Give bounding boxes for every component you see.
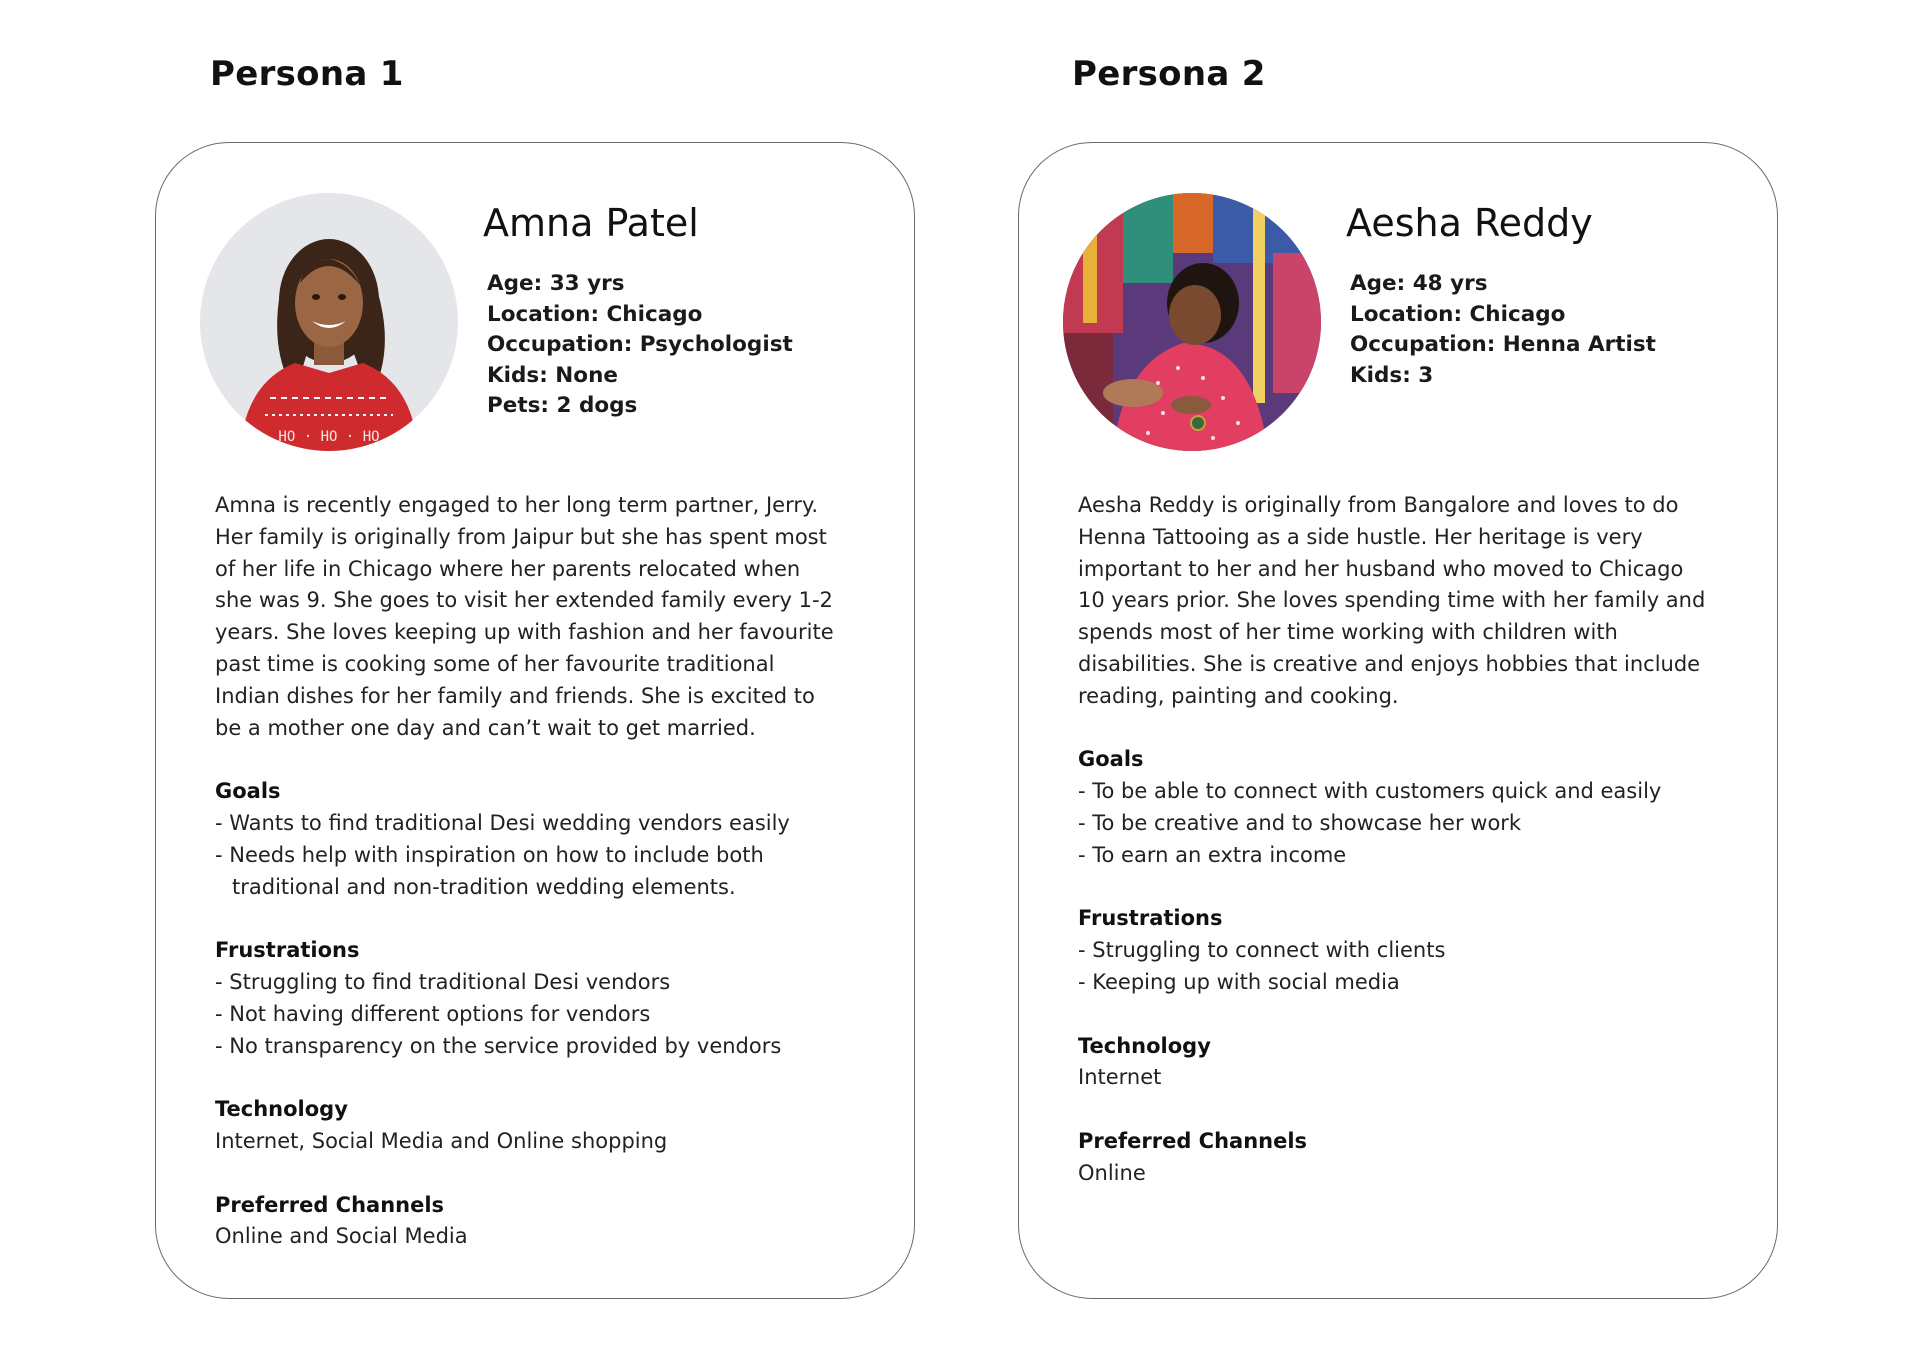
bio-line: Indian dishes for her family and friends. She is excited to xyxy=(215,683,815,708)
bio-line: spends most of her time working with children with xyxy=(1078,620,1618,645)
persona-name: Aesha Reddy xyxy=(1346,201,1593,245)
persona-bio xyxy=(1078,490,1748,713)
bio-line: 10 years prior. She loves spending time with her family and xyxy=(1078,588,1706,613)
bio-line: important to her and her husband who moved to Chicago xyxy=(1078,556,1684,581)
fact-occupation: Occupation: Psychologist xyxy=(487,332,793,357)
technology-value: Internet, Social Media and Online shopping xyxy=(215,1128,668,1153)
frustrations-title: Frustrations xyxy=(1078,906,1223,931)
channels-section xyxy=(1078,1126,1748,1190)
fact-kids: Kids: None xyxy=(487,362,618,388)
goal-item-continued: traditional and non-tradition wedding elements. xyxy=(232,874,736,899)
channels-section xyxy=(215,1190,885,1254)
goal-item: - To be able to connect with customers quick and easily xyxy=(1078,779,1662,804)
bio-line: Aesha Reddy is originally from Bangalore and loves to do xyxy=(1078,493,1679,517)
persona-facts xyxy=(1350,269,1656,391)
frustration-item: - Struggling to connect with clients xyxy=(1078,938,1446,963)
technology-title: Technology xyxy=(215,1097,348,1122)
bio-line: past time is cooking some of her favourite traditional xyxy=(215,651,775,676)
persona-name: Amna Patel xyxy=(483,201,699,245)
bio-line: reading, painting and cooking. xyxy=(1078,683,1399,708)
bio-line: years. She loves keeping up with fashion and her favourite xyxy=(215,620,834,645)
persona-facts xyxy=(487,269,793,422)
persona-card-2 xyxy=(1018,142,1778,1299)
avatar-photo xyxy=(200,193,458,451)
bio-line: Henna Tattooing as a side hustle. Her heritage is very xyxy=(1078,524,1643,549)
frustration-item: - Keeping up with social media xyxy=(1078,969,1400,994)
goals-section xyxy=(215,776,885,903)
henna-artist-portrait-icon xyxy=(1063,193,1321,451)
bio-line: Amna is recently engaged to her long term partner, Jerry. xyxy=(215,493,819,517)
technology-title: Technology xyxy=(1078,1033,1211,1058)
fact-age: Age: 33 yrs xyxy=(487,271,625,296)
goal-item: - Needs help with inspiration on how to include both xyxy=(215,842,764,867)
persona-card-1 xyxy=(155,142,915,1299)
bio-line: Her family is originally from Jaipur but she has spent most xyxy=(215,524,827,549)
channels-value: Online xyxy=(1078,1160,1146,1185)
technology-section xyxy=(1078,1031,1748,1095)
goals-title: Goals xyxy=(1078,747,1144,772)
persona-content xyxy=(215,490,885,1285)
channels-title: Preferred Channels xyxy=(1078,1128,1308,1153)
fact-occupation: Occupation: Henna Artist xyxy=(1350,332,1656,357)
avatar-photo xyxy=(1063,193,1321,451)
frustration-item: - Struggling to find traditional Desi vendors xyxy=(215,969,671,994)
persona-2-heading: Persona 2 xyxy=(1072,54,1266,94)
frustrations-section xyxy=(215,935,885,1062)
persona-content xyxy=(1078,490,1748,1221)
bio-line: she was 9. She goes to visit her extended family every 1-2 xyxy=(215,588,833,613)
persona-1-heading: Persona 1 xyxy=(210,54,404,94)
goals-title: Goals xyxy=(215,779,281,804)
goal-item: - To earn an extra income xyxy=(1078,842,1347,867)
svg-text:HO · HO · HO: HO · HO · HO xyxy=(278,429,380,445)
frustration-item: - No transparency on the service provided by vendors xyxy=(215,1033,782,1058)
technology-value: Internet xyxy=(1078,1065,1162,1090)
persona-bio xyxy=(215,490,885,744)
bio-line: of her life in Chicago where her parents relocated when xyxy=(215,556,801,581)
fact-location: Location: Chicago xyxy=(1350,301,1566,327)
frustration-item: - Not having different options for vendors xyxy=(215,1001,651,1026)
bio-line: be a mother one day and can’t wait to get married. xyxy=(215,715,756,740)
frustrations-title: Frustrations xyxy=(215,938,360,963)
goals-section xyxy=(1078,744,1748,871)
fact-kids: Kids: 3 xyxy=(1350,362,1434,388)
goal-item: - To be creative and to showcase her work xyxy=(1078,810,1522,835)
bio-line: disabilities. She is creative and enjoys hobbies that include xyxy=(1078,651,1701,676)
fact-pets: Pets: 2 dogs xyxy=(487,393,638,418)
technology-section xyxy=(215,1094,885,1158)
fact-location: Location: Chicago xyxy=(487,301,703,327)
woman-portrait-icon xyxy=(200,193,458,451)
goal-item: - Wants to find traditional Desi wedding vendors easily xyxy=(215,810,790,835)
fact-age: Age: 48 yrs xyxy=(1350,271,1488,296)
frustrations-section xyxy=(1078,903,1748,998)
channels-value: Online and Social Media xyxy=(215,1224,468,1249)
channels-title: Preferred Channels xyxy=(215,1192,445,1217)
